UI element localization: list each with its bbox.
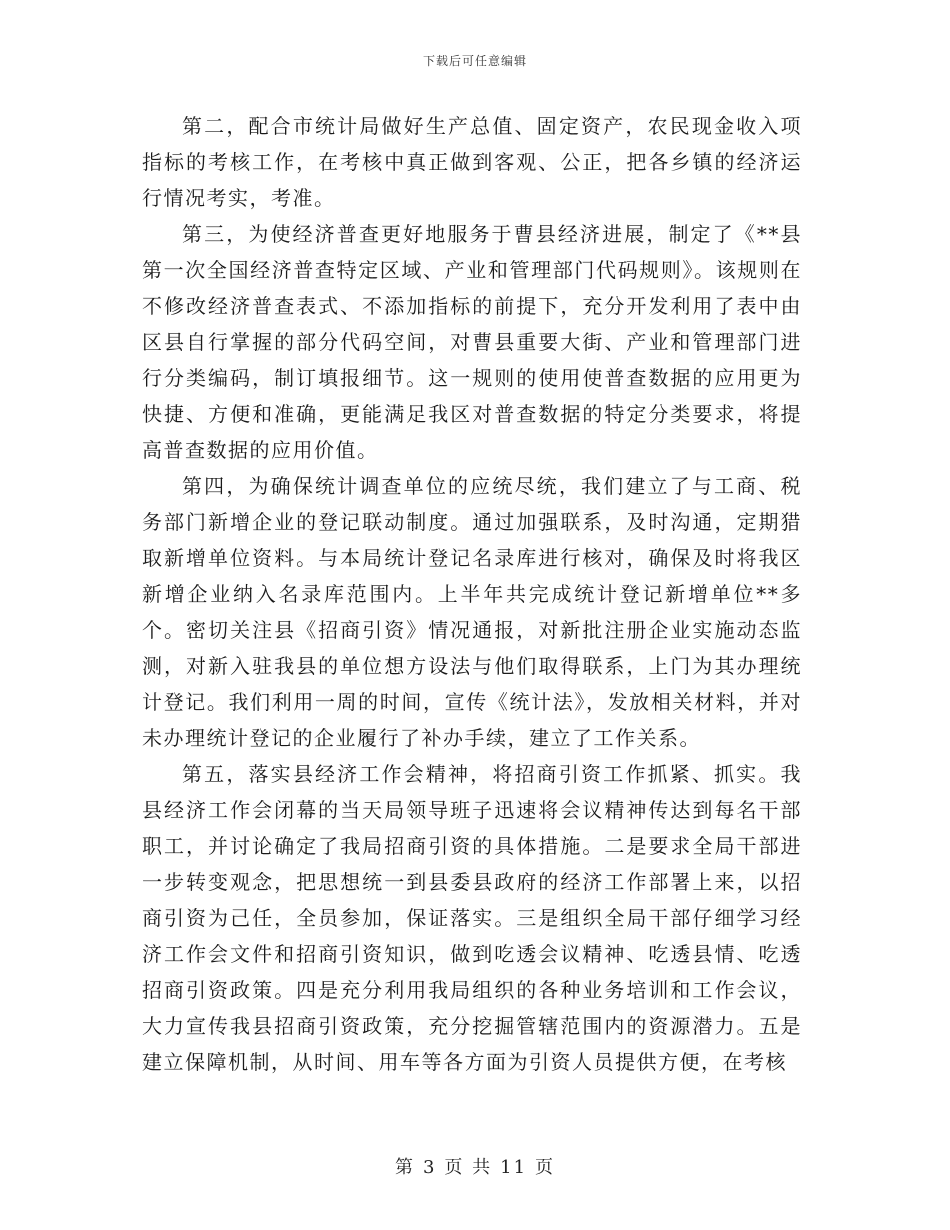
footer-middle: 页 共 — [444, 1157, 493, 1178]
paragraph-third: 第三，为使经济普查更好地服务于曹县经济进展，制定了《**县第一次全国经济普查特定区域、产业和管理部门代码规则》。该规则在不修改经济普查表式、不添加指标的前提下，充分开发利用了表中由区县自行掌握的部分代码空间，对曹县重要大街、产业和管理部门进行分类编码，制订填报细节。这一规则的使用使普查数据的应用更为快捷、方便和准确，更能满足我区对普查数据的特定分类要求，将提高普查数据的应用价值。 — [142, 222, 802, 462]
document-body — [142, 108, 802, 1080]
paragraph-second: 第二，配合市统计局做好生产总值、固定资产，农民现金收入项指标的考核工作，在考核中真正做到客观、公正，把各乡镇的经济运行情况考实，考准。 — [142, 114, 802, 210]
footer-prefix: 第 — [394, 1157, 415, 1178]
header-note: 下载后可任意编辑 — [422, 54, 527, 68]
paragraph-fifth: 第五，落实县经济工作会精神，将招商引资工作抓紧、抓实。我县经济工作会闭幕的当天局领导班子迅速将会议精神传达到每名干部职工，并讨论确定了我局招商引资的具体措施。二是要求全局干部进一步转变观念，把思想统一到县委县政府的经济工作部署上来，以招商引资为己任，全员参加，保证落实。三是组织全局干部仔细学习经济工作会文件和招商引资知识，做到吃透会议精神、吃透县情、吃透招商引资政策。四是充分利用我局组织的各种业务培训和工作会议，大力宣传我县招商引资政策，充分挖掘管辖范围内的资源潜力。五是建立保障机制，从时间、用车等各方面为引资人员提供方便，在考核 — [142, 762, 802, 1074]
paragraph-fourth: 第四，为确保统计调查单位的应统尽统，我们建立了与工商、税务部门新增企业的登记联动制度。通过加强联系，及时沟通，定期猎取新增单位资料。与本局统计登记名录库进行核对，确保及时将我区新增企业纳入名录库范围内。上半年共完成统计登记新增单位**多个。密切关注县《招商引资》情况通报，对新批注册企业实施动态监测，对新入驻我县的单位想方设法与他们取得联系，上门为其办理统计登记。我们利用一周的时间，宣传《统计法》，发放相关材料，并对未办理统计登记的企业履行了补办手续，建立了工作关系。 — [142, 474, 802, 750]
footer-total-pages: 11 — [500, 1157, 528, 1178]
page-number-footer — [0, 1153, 950, 1179]
footer-suffix: 页 — [535, 1157, 556, 1178]
footer-current-page: 3 — [422, 1157, 437, 1178]
